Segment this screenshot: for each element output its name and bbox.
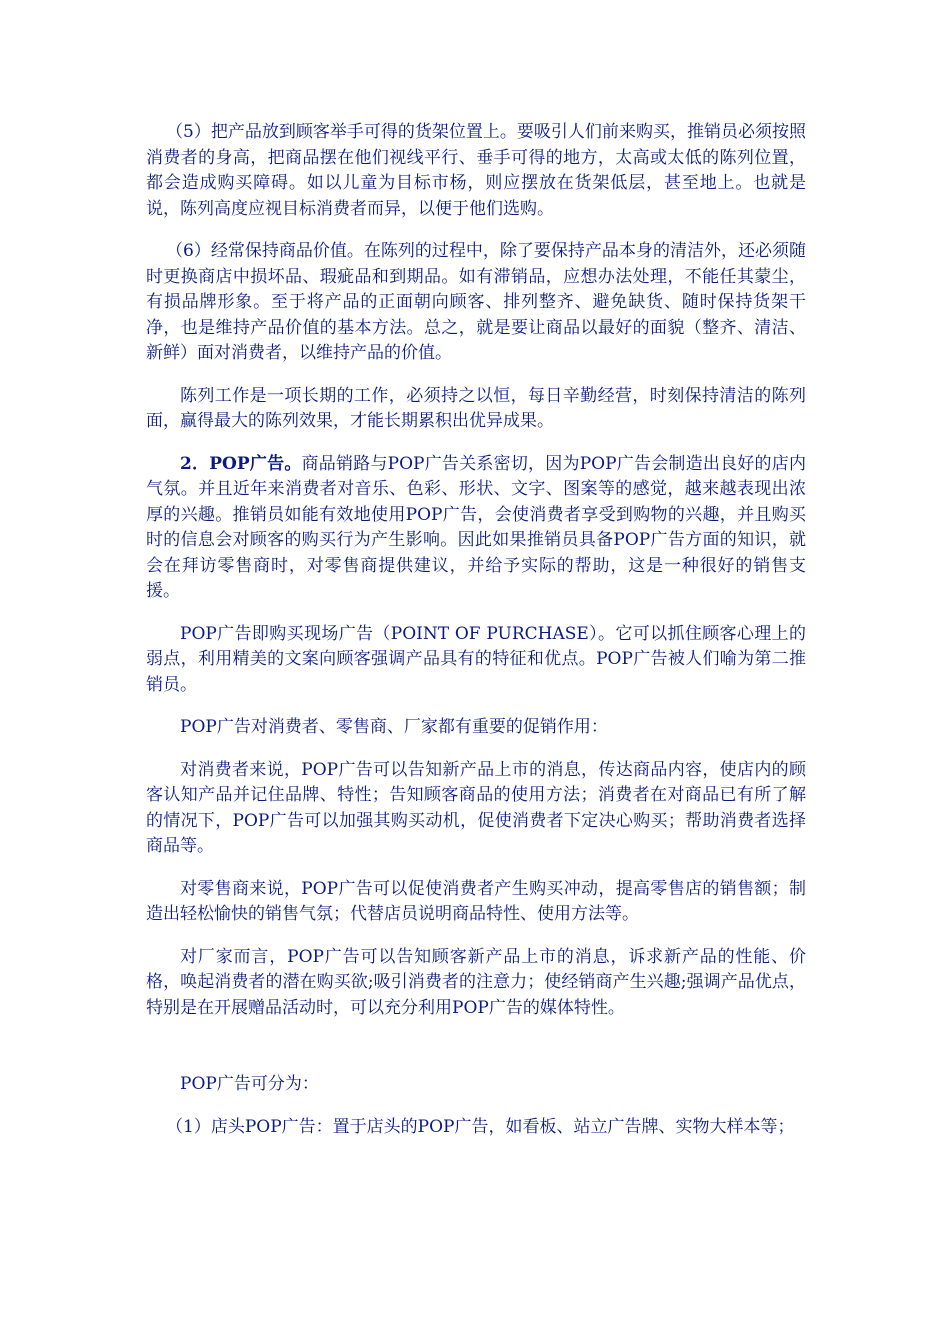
paragraph-pop-definition: POP广告即购买现场广告（POINT OF PURCHASE）。它可以抓住顾客心理上的弱点，利用精美的文案向顾客强调产品具有的特征和优点。POP广告被人们喻为第二推销员。 [146, 623, 806, 695]
paragraph-pop-manufacturers: 对厂家而言，POP广告可以告知顾客新产品上市的消息，诉求新产品的性能、价格，唤起消费者的潜在购买欲;吸引消费者的注意力；使经销商产生兴趣;强调产品优点，特别是在开展赠品活动时，可以充分利用POP广告的媒体特性。 [146, 946, 806, 1018]
paragraph-display-summary: 陈列工作是一项长期的工作，必须持之以恒，每日辛勤经营，时刻保持清洁的陈列面，赢得最大的陈列效果，才能长期累积出优异成果。 [146, 385, 806, 431]
paragraph-pop-intro [146, 452, 806, 605]
paragraph-pop-type-1: （1）店头POP广告：置于店头的POP广告，如看板、站立广告牌、实物大样本等； [166, 1116, 795, 1137]
pop-intro-text: 商品销路与POP广告关系密切，因为POP广告会制造出良好的店内气氛。并且近年来消费者对音乐、色彩、形状、文字、图案等的感觉，越来越表现出浓厚的兴趣。推销员如能有效地使用POP广告，会使消费者享受到购物的兴趣，并且购买时的信息会对顾客的购买行为产生影响。因此如果推销员具备POP广告方面的知识，就会在拜访零售商时，对零售商提供建议，并给予实际的帮助，这是一种很好的销售支援。 [146, 453, 806, 601]
paragraph-pop-types: POP广告可分为： [180, 1074, 319, 1094]
document-page [146, 120, 806, 1157]
paragraph-pop-consumers: 对消费者来说，POP广告可以告知新产品上市的消息，传达商品内容，使店内的顾客认知产品并记住品牌、特性；告知顾客商品的使用方法；消费者在对商品已有所了解的情况下，POP广告可以加强其购买动机，促使消费者下定决心购买；帮助消费者选择商品等。 [146, 759, 806, 856]
paragraph-item-5: （5）把产品放到顾客举手可得的货架位置上。要吸引人们前来购买，推销员必须按照消费者的身高，把商品摆在他们视线平行、垂手可得的地方，太高或太低的陈列位置，都会造成购买障碍。如以儿童为目标市杨，则应摆放在货架低层，甚至地上。也就是说，陈列高度应视目标消费者而异，以便于他们选购。 [146, 122, 806, 219]
paragraph-pop-roles: POP广告对消费者、零售商、厂家都有重要的促销作用： [180, 717, 608, 737]
blank-space [146, 1038, 806, 1072]
paragraph-pop-retailers: 对零售商来说，POP广告可以促使消费者产生购买冲动，提高零售店的销售额；制造出轻松愉快的销售气氛；代替店员说明商品特性、使用方法等。 [146, 878, 806, 924]
paragraph-item-6: （6）经常保持商品价值。在陈列的过程中，除了要保持产品本身的清洁外，还必须随时更换商店中损坏品、瑕疵品和到期品。如有滞销品，应想办法处理，不能任其蒙尘，有损品牌形象。至于将产品的正面朝向顾客、排列整齐、避免缺货、随时保持货架干净，也是维持产品价值的基本方法。总之，就是要让商品以最好的面貌（整齐、清洁、新鲜）面对消费者，以维持产品的价值。 [146, 241, 806, 363]
section-heading-pop: 2．POP广告。 [180, 453, 302, 474]
